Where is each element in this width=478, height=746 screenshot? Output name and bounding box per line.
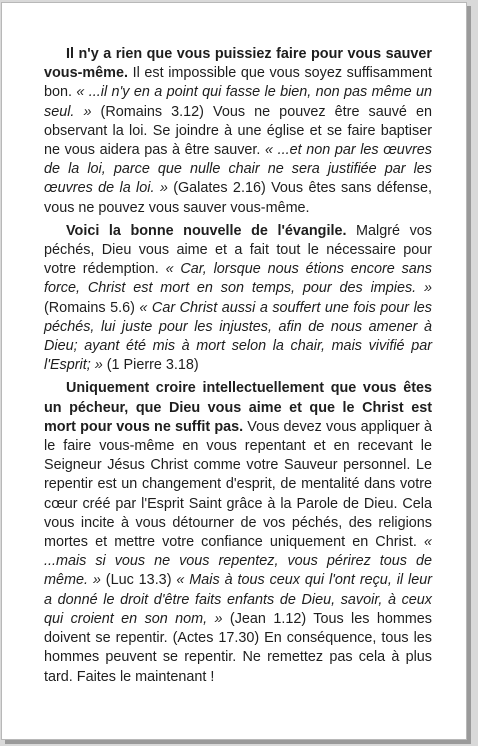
body-text-span: (Romains 5.6)	[44, 299, 140, 316]
paragraph-3	[44, 379, 432, 686]
lead-sentence: Voici la bonne nouvelle de l'évangile.	[66, 222, 347, 239]
body-text-span: (Romains 3.12) Vous ne pouvez être sauvé en observant la loi. Se joindre à une église et se faire baptiser ne vous aidera pas à être sauver.	[44, 103, 432, 159]
scripture-quote: « Car Christ aussi a souffert une fois pour les péchés, lui juste pour les injustes, afin de nous amener à Dieu; ayant été mis à mort selon la chair, mais vivifié par l'Esprit; »	[44, 299, 432, 374]
document-page	[1, 2, 467, 740]
scripture-quote: « Mais à tous ceux qui l'ont reçu, il leur a donné le droit d'être faits enfants de Dieu, savoir, à ceux qui croient en son nom, »	[44, 572, 433, 627]
lead-sentence: Il n'y a rien que vous puissiez faire pour vous sauver vous-même.	[44, 46, 432, 82]
lead-sentence: Uniquement croire intellectuellement que vous êtes un pécheur, que Dieu vous aime et que le Christ est mort pour vous ne suffit pas.	[44, 380, 432, 435]
body-text-span: Il est impossible que vous soyez suffisamment bon.	[44, 65, 432, 101]
paragraph-1	[44, 45, 432, 218]
body-text-span: (Galates 2.16) Vous êtes sans défense, vous ne pouvez vous sauver vous-même.	[44, 180, 432, 216]
paragraph-2	[44, 222, 432, 376]
body-text-span: Vous devez vous appliquer à le faire vous-même en vous repentant et en recevant le Seigneur Jésus Christ comme votre Sauveur personnel. Le repentir est un changement d'esprit, de mentalité dans votre cœur créé par l'Esprit Saint grâce à la Parole de Dieu. Cela vous incite à vous détourner de vos péchés, des religions mortes et mettre votre confiance uniquement en Christ.	[44, 418, 432, 551]
body-text	[44, 45, 432, 691]
scripture-quote: « Car, lorsque nous étions encore sans force, Christ est mort en son temps, pour des impies. »	[44, 261, 432, 297]
scripture-quote: « ...et non par les œuvres de la loi, parce que nulle chair ne sera justifiée par les œuvres de la loi. »	[44, 142, 432, 197]
scripture-quote: « ...mais si vous ne vous repentez, vous périrez tous de même. »	[44, 534, 432, 589]
body-text-span: (Luc 13.3)	[100, 572, 177, 589]
scripture-quote: « ...il n'y en a point qui fasse le bien, non pas même un seul. »	[44, 84, 432, 120]
body-text-span: (1 Pierre 3.18)	[102, 357, 199, 374]
body-text-span: (Jean 1.12) Tous les hommes doivent se repentir. (Actes 17.30) En conséquence, tous les hommes peuvent se repentir. Ne remettez pas cela à plus tard. Faites le maintenant !	[44, 610, 432, 685]
body-text-span: Malgré vos péchés, Dieu vous aime et a fait tout le nécessaire pour votre rédemption.	[44, 222, 432, 278]
